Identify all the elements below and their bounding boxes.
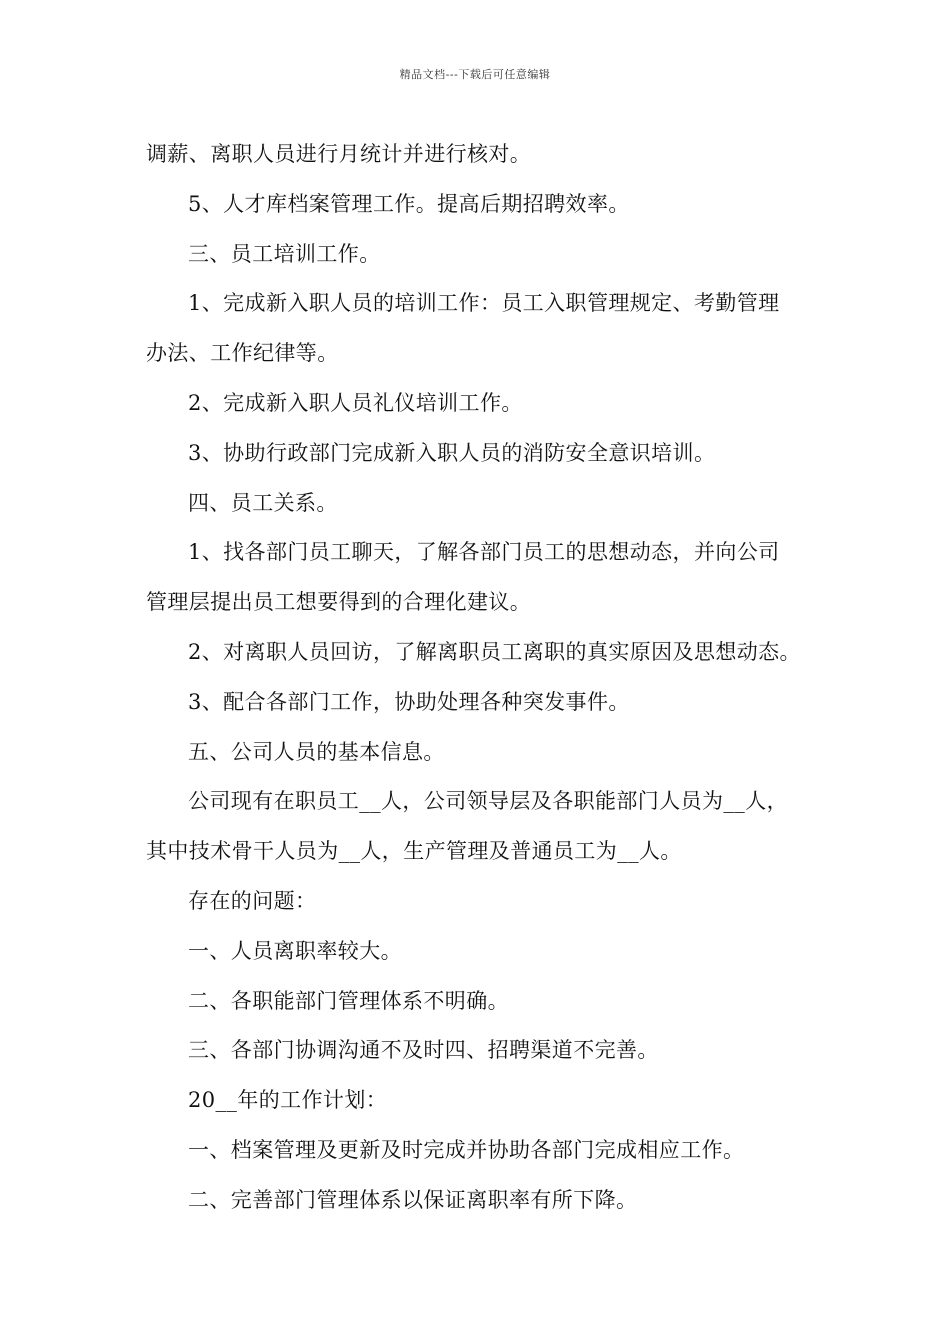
paragraph-line: 三、各部门协调沟通不及时四、招聘渠道不完善。 — [188, 1038, 659, 1063]
section-heading: 五、公司人员的基本信息。 — [188, 739, 445, 764]
section-heading: 三、员工培训工作。 — [188, 241, 381, 266]
paragraph-line: 3、配合各部门工作，协助处理各种突发事件。 — [188, 689, 630, 714]
paragraph-line: 1、完成新入职人员的培训工作：员工入职管理规定、考勤管理 — [188, 291, 780, 316]
paragraph-line: 管理层提出员工想要得到的合理化建议。 — [146, 590, 532, 615]
page-header: 精品文档---下载后可任意编辑 — [399, 68, 551, 81]
paragraph-line: 办法、工作纪律等。 — [146, 341, 339, 366]
paragraph-line: 调薪、离职人员进行月统计并进行核对。 — [146, 142, 532, 166]
paragraph-line: 2、对离职人员回访，了解离职员工离职的真实原因及思想动态。 — [188, 639, 801, 664]
section-heading: 四、员工关系。 — [188, 490, 338, 515]
paragraph-line: 公司现有在职员工__人，公司领导层及各职能部门人员为__人， — [188, 789, 788, 814]
paragraph-line: 3、协助行政部门完成新入职人员的消防安全意识培训。 — [188, 440, 716, 465]
section-heading: 存在的问题： — [188, 888, 317, 913]
paragraph-line: 二、完善部门管理体系以保证离职率有所下降。 — [188, 1187, 638, 1212]
paragraph-line: 2、完成新入职人员礼仪培训工作。 — [188, 390, 523, 415]
paragraph-line: 一、人员离职率较大。 — [188, 938, 402, 963]
paragraph-line: 一、档案管理及更新及时完成并协助各部门完成相应工作。 — [188, 1137, 745, 1162]
document-body — [146, 130, 836, 1226]
paragraph-line: 其中技术骨干人员为__人，生产管理及普通员工为__人。 — [146, 839, 682, 864]
paragraph-line: 二、各职能部门管理体系不明确。 — [188, 988, 509, 1013]
section-heading: 20__年的工作计划： — [188, 1088, 388, 1113]
paragraph-line: 1、找各部门员工聊天，了解各部门员工的思想动态，并向公司 — [188, 540, 780, 565]
paragraph-line: 5、人才库档案管理工作。提高后期招聘效率。 — [188, 191, 630, 216]
